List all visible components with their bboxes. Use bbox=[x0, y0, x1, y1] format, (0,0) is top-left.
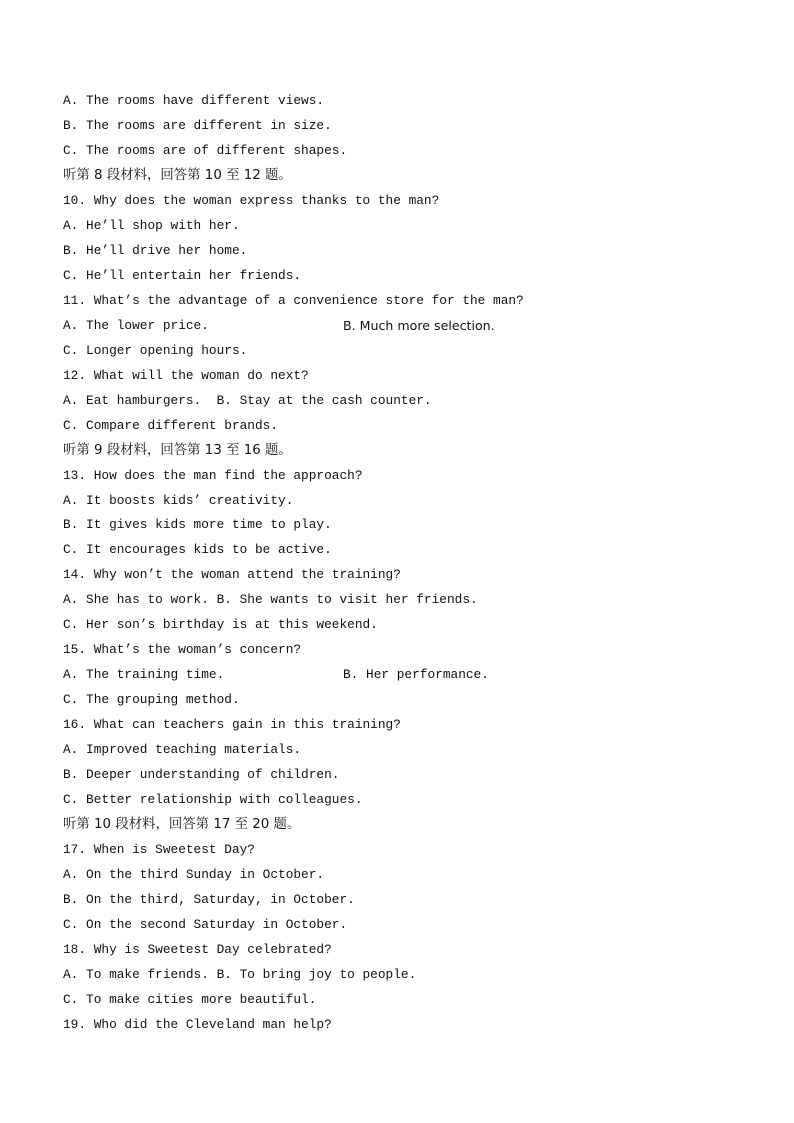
q11-option-a: A. The lower price. bbox=[63, 317, 209, 333]
q15-option-a: A. The training time. bbox=[63, 667, 225, 683]
q19-question: 19. Who did the Cleveland man help? bbox=[63, 1016, 332, 1032]
q10-option-c: C. He’ll entertain her friends. bbox=[63, 267, 302, 283]
section-header-10: 听第 10 段材料，回答第 17 至 20 题。 bbox=[63, 817, 301, 833]
q11-option-b: B. Much more selection. bbox=[343, 317, 495, 333]
q13-option-c: C. It encourages kids to be active. bbox=[63, 542, 332, 558]
section-header-9: 听第 9 段材料，回答第 13 至 16 题。 bbox=[63, 442, 292, 458]
q15-options-ab bbox=[63, 663, 743, 688]
q17-option-b: B. On the third, Saturday, in October. bbox=[63, 892, 355, 907]
q17-option-c: C. On the second Saturday in October. bbox=[63, 916, 348, 932]
q14-question: 14. Why won’t the woman attend the training? bbox=[63, 567, 401, 583]
q9-option-b: B. The rooms are different in size. bbox=[63, 117, 332, 133]
q9-option-c: C. The rooms are of different shapes. bbox=[63, 142, 348, 158]
q18-option-c: C. To make cities more beautiful. bbox=[63, 991, 317, 1007]
q11-option-c: C. Longer opening hours. bbox=[63, 342, 248, 358]
q15-option-c: C. The grouping method. bbox=[63, 692, 240, 708]
q15-option-b: B. Her performance. bbox=[343, 667, 489, 683]
q11-question: 11. What’s the advantage of a convenience store for the man? bbox=[63, 292, 524, 308]
q14-options-ab: A. She has to work. B. She wants to visit her friends. bbox=[63, 592, 478, 608]
q10-option-a: A. He’ll shop with her. bbox=[63, 217, 240, 233]
q16-option-a: A. Improved teaching materials. bbox=[63, 742, 302, 758]
q18-options-ab: A. To make friends. B. To bring joy to people. bbox=[63, 966, 417, 982]
q10-option-b: B. He’ll drive her home. bbox=[63, 242, 248, 258]
q16-question: 16. What can teachers gain in this training? bbox=[63, 717, 401, 733]
q18-question: 18. Why is Sweetest Day celebrated? bbox=[63, 941, 332, 957]
q14-option-c: C. Her son’s birthday is at this weekend. bbox=[63, 617, 378, 633]
q13-option-a: A. It boosts kids’ creativity. bbox=[63, 492, 294, 508]
q16-option-c: C. Better relationship with colleagues. bbox=[63, 792, 363, 808]
q17-question: 17. When is Sweetest Day? bbox=[63, 842, 255, 858]
q13-option-b: B. It gives kids more time to play. bbox=[63, 517, 332, 533]
section-header-8: 听第 8 段材料，回答第 10 至 12 题。 bbox=[63, 167, 292, 183]
q16-option-b: B. Deeper understanding of children. bbox=[63, 767, 340, 783]
q12-option-c: C. Compare different brands. bbox=[63, 417, 279, 433]
q12-options-ab: A. Eat hamburgers. B. Stay at the cash counter. bbox=[63, 392, 432, 408]
question-list bbox=[63, 89, 743, 1038]
q9-option-a: A. The rooms have different views. bbox=[63, 93, 325, 108]
q17-option-a: A. On the third Sunday in October. bbox=[63, 867, 325, 883]
q12-question: 12. What will the woman do next? bbox=[63, 367, 309, 383]
q15-question: 15. What’s the woman’s concern? bbox=[63, 642, 302, 658]
q11-options-ab bbox=[63, 314, 743, 339]
q10-question: 10. Why does the woman express thanks to the man? bbox=[63, 192, 440, 208]
q13-question: 13. How does the man find the approach? bbox=[63, 467, 363, 483]
